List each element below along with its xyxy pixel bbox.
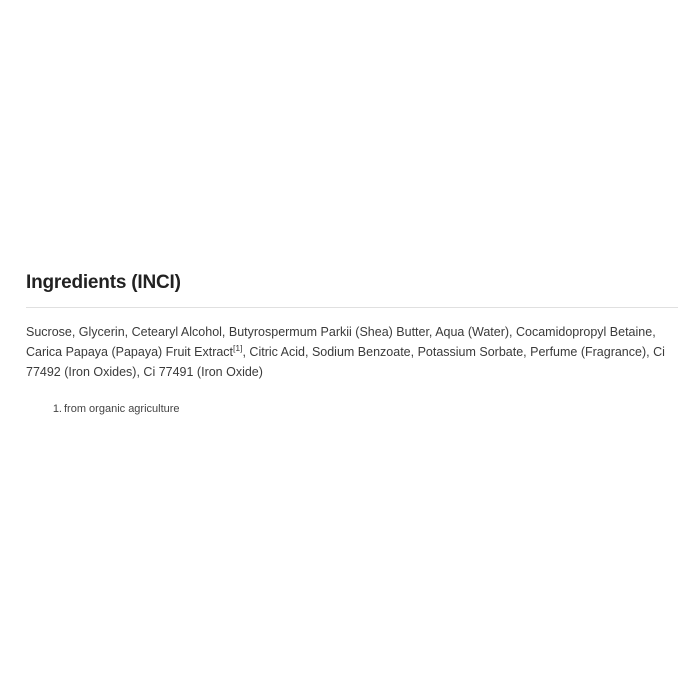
footnotes-list xyxy=(26,401,678,418)
ingredients-text-main: Sucrose, Glycerin, Cetearyl Alcohol, Butyrospermum Parkii (Shea) Butter, Aqua (Water), Cocamidopropyl Betaine, Carica Papaya (Papaya) Fruit Extract xyxy=(26,324,656,360)
ingredients-text-rest: , Citric Acid, Sodium Benzoate, Potassium Sorbate, Perfume (Fragrance), Ci 77492 (Iron Oxides), Ci 77491 (Iron Oxide) xyxy=(26,345,665,380)
list-item xyxy=(52,401,678,418)
footnote-marker: 1. xyxy=(52,402,62,415)
footnote-reference-1[interactable]: [1] xyxy=(233,342,243,353)
ingredients-section xyxy=(26,272,678,417)
footnote-text: from organic agriculture xyxy=(64,402,180,415)
section-divider xyxy=(26,307,678,308)
page-title: Ingredients (INCI) xyxy=(26,272,181,293)
ingredients-list xyxy=(26,322,678,383)
